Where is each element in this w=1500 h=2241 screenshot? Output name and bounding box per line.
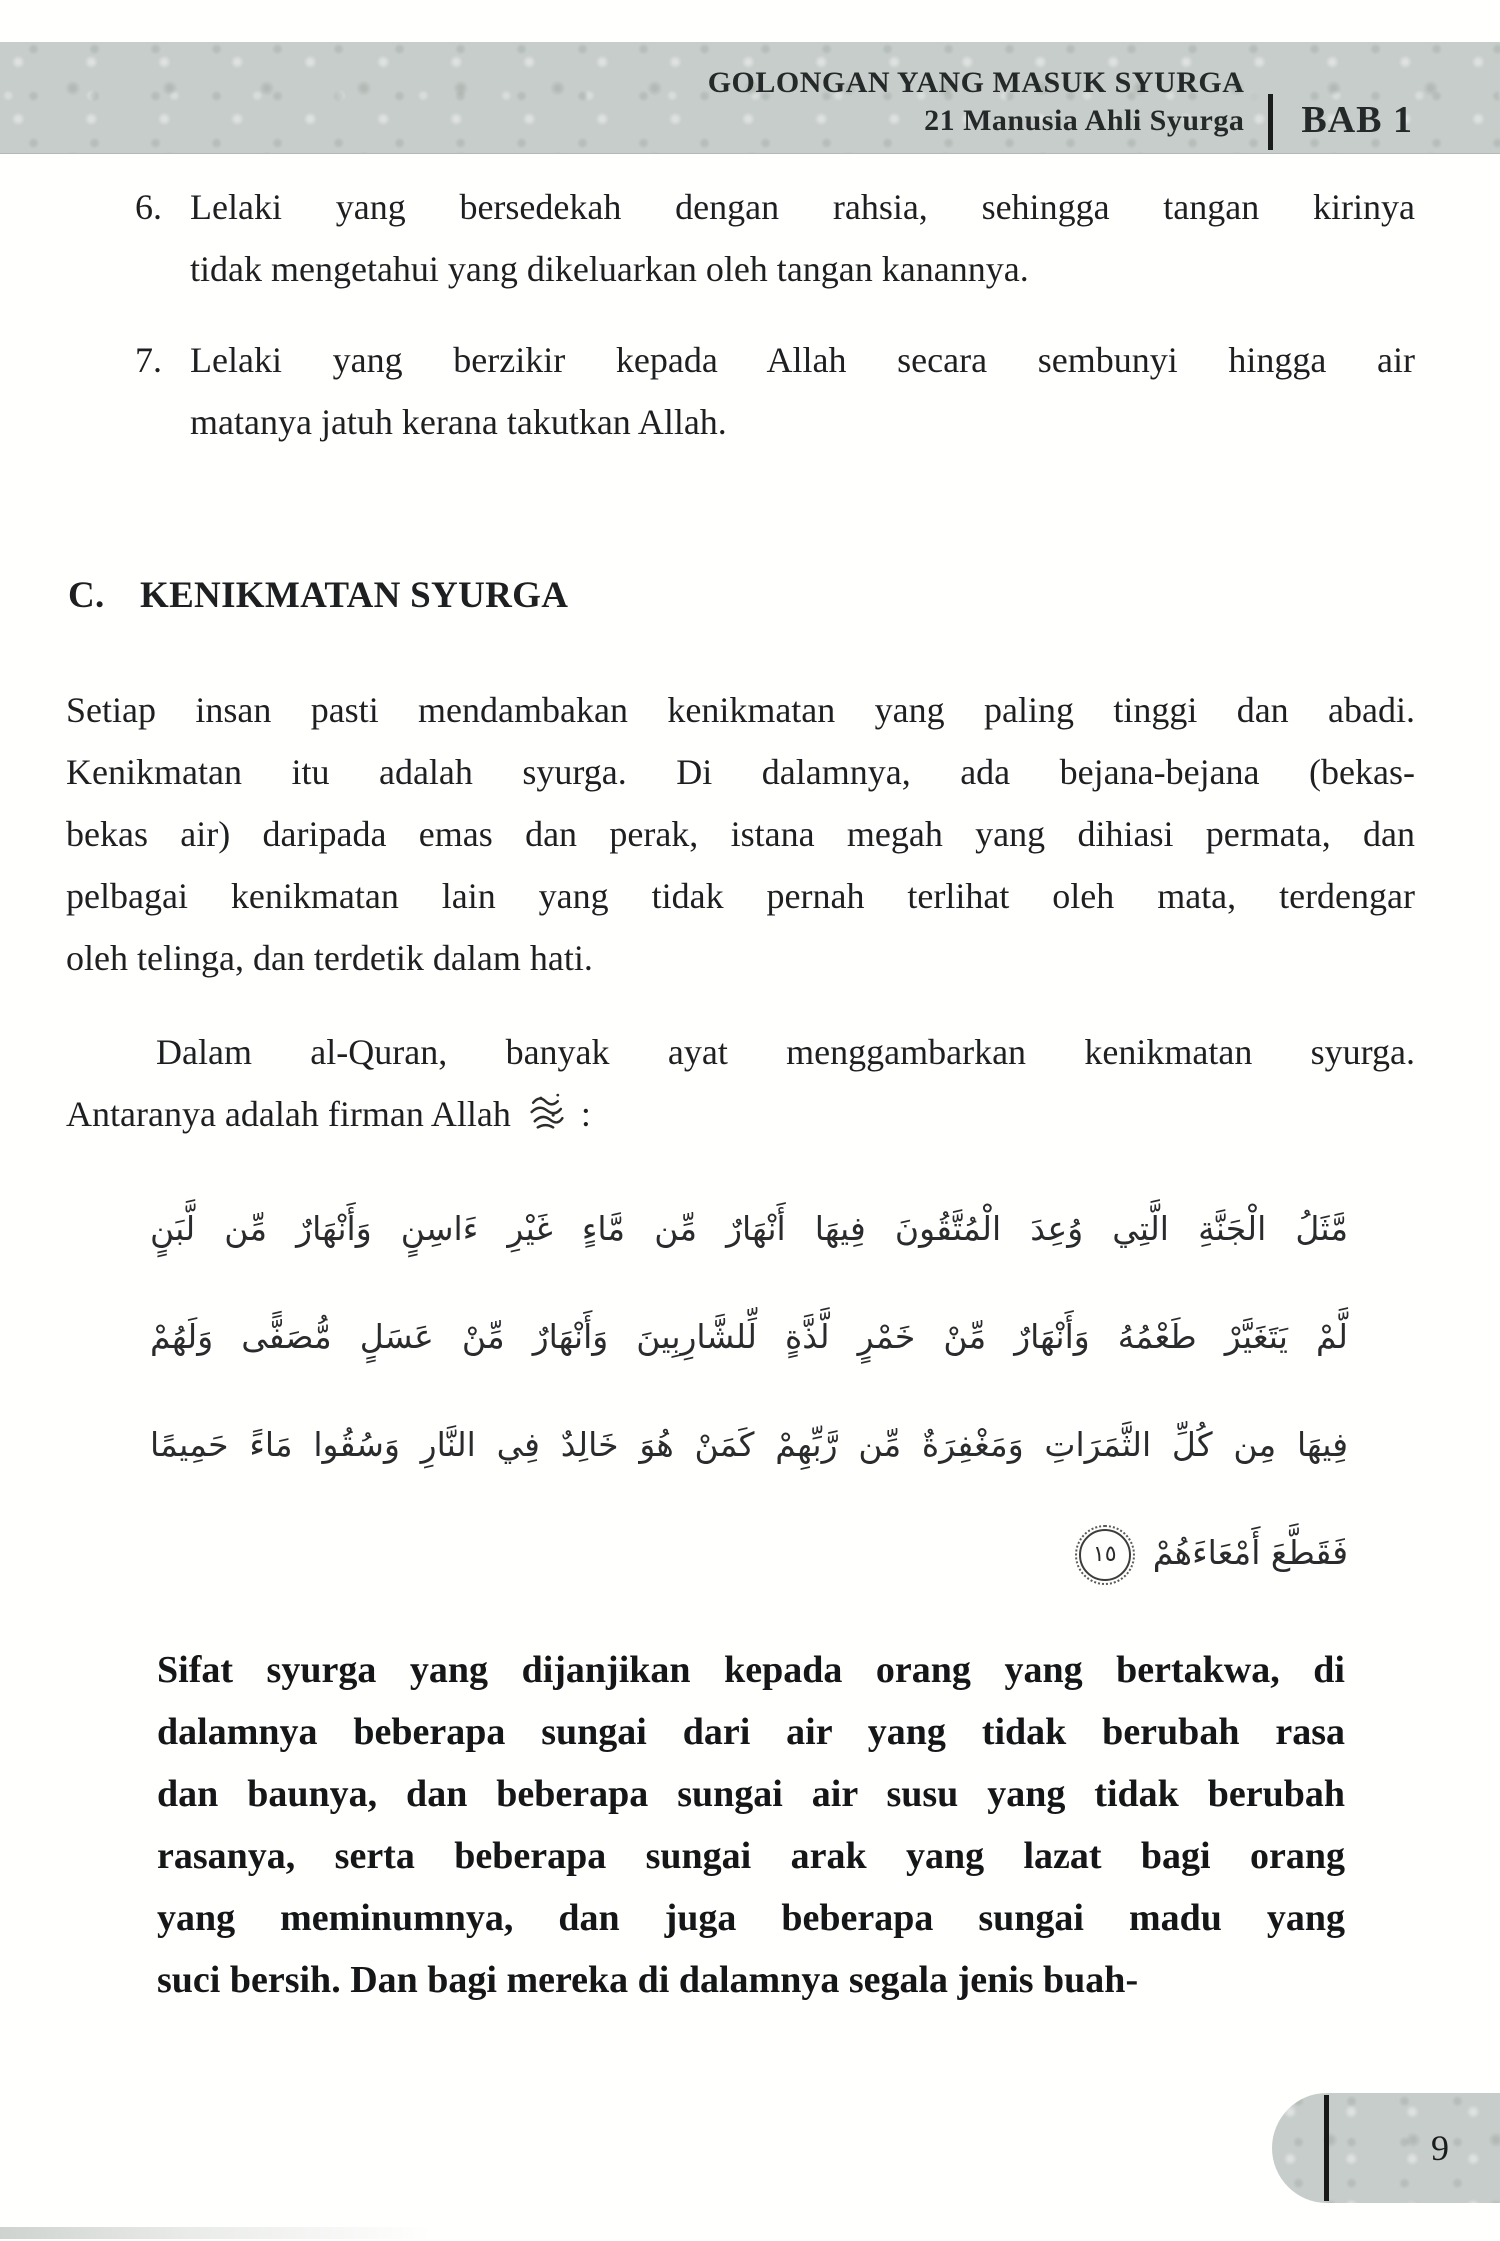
item-number: 7. xyxy=(135,340,162,380)
translation-line: dalamnya beberapa sungai dari air yang tidak berubah rasa xyxy=(157,1711,1345,1753)
paragraph xyxy=(66,1021,1415,1153)
translation-line: rasanya, serta beberapa sungai arak yang lazat bagi orang xyxy=(157,1835,1345,1877)
bottom-scan-smudge xyxy=(0,2227,540,2239)
item-text-line: tidak mengetahui yang dikeluarkan oleh tangan kanannya. xyxy=(190,249,1029,289)
running-head xyxy=(708,64,1245,140)
ayah-number: ١٥ xyxy=(1092,1541,1117,1567)
quran-verse-text: فَقَطَّعَ أَمْعَاءَهُمْ xyxy=(1152,1533,1348,1572)
translation-line: yang meminumnya, dan juga beberapa sungai madu yang xyxy=(157,1897,1345,1939)
paragraph-line: Kenikmatan itu adalah syurga. Di dalamnya, ada bejana-bejana (bekas- xyxy=(66,752,1415,792)
page-number-divider xyxy=(1324,2095,1329,2201)
translation-line: dan baunya, dan beberapa sungai air susu yang tidak berubah xyxy=(157,1773,1345,1815)
translation-line: Sifat syurga yang dijanjikan kepada orang yang bertakwa, di xyxy=(157,1649,1345,1691)
item-text-line: matanya jatuh kerana takutkan Allah. xyxy=(190,402,727,442)
running-head-line1: GOLONGAN YANG MASUK SYURGA xyxy=(707,66,1245,99)
quran-verse-line xyxy=(150,1499,1348,1607)
paragraph-punctuation: : xyxy=(580,1094,591,1134)
translation-line: suci bersih. Dan bagi mereka di dalamnya segala jenis buah- xyxy=(157,1959,1139,2001)
paragraph-line: Setiap insan pasti mendambakan kenikmatan yang paling tinggi dan abadi. xyxy=(66,690,1415,730)
quran-verse-line: لَّمْ يَتَغَيَّرْ طَعْمُهُ وَأَنْهَارٌ مِّنْ خَمْرٍ لَّذَّةٍ لِّلشَّارِبِينَ وَأَنْهَارٌ مِّنْ عَسَلٍ مُّصَفًّى وَلَهُمْ xyxy=(150,1317,1348,1356)
paragraph xyxy=(66,679,1415,989)
section-title: KENIKMATAN SYURGA xyxy=(140,575,569,616)
item-text-line: Lelaki yang berzikir kepada Allah secara sembunyi hingga air xyxy=(190,340,1415,380)
item-number: 6. xyxy=(135,187,162,227)
running-head-line2: 21 Manusia Ahli Syurga xyxy=(924,104,1245,137)
page-number-tab xyxy=(1272,2093,1500,2203)
item-text xyxy=(190,176,1415,300)
paragraph-line: oleh telinga, dan terdetik dalam hati. xyxy=(66,938,593,978)
paragraph-line: bekas air) daripada emas dan perak, istana megah yang dihiasi permata, dan xyxy=(66,814,1415,854)
item-text xyxy=(190,329,1415,453)
paragraph-line: Dalam al-Quran, banyak ayat menggambarkan kenikmatan syurga. xyxy=(156,1032,1415,1072)
chapter-label: BAB 1 xyxy=(1301,99,1413,141)
page-number: 9 xyxy=(1431,2128,1449,2168)
quran-verse xyxy=(150,1175,1348,1607)
verse-translation xyxy=(157,1639,1345,2011)
item-text-line: Lelaki yang bersedekah dengan rahsia, sehingga tangan kirinya xyxy=(190,187,1415,227)
section-heading xyxy=(68,574,568,617)
list-item xyxy=(135,329,1415,453)
section-label: C. xyxy=(68,575,105,616)
paragraph-line: pelbagai kenikmatan lain yang tidak pernah terlihat oleh mata, terdengar xyxy=(66,876,1415,916)
header-divider xyxy=(1268,94,1273,150)
quran-verse-line: مَّثَلُ الْجَنَّةِ الَّتِي وُعِدَ الْمُتَّقُونَ فِيهَا أَنْهَارٌ مِّن مَّاءٍ غَيْرِ ءَاسِنٍ وَأَنْهَارٌ مِّن لَّبَنٍ xyxy=(150,1209,1348,1248)
ayah-number-ornament xyxy=(1079,1529,1131,1581)
list-item xyxy=(135,176,1415,300)
paragraph-line xyxy=(66,1083,1415,1153)
paragraph-text: Antaranya adalah firman Allah xyxy=(66,1094,511,1134)
allah-honorific-icon xyxy=(527,1090,567,1153)
quran-verse-line: فِيهَا مِن كُلِّ الثَّمَرَاتِ وَمَغْفِرَةٌ مِّن رَّبِّهِمْ كَمَنْ هُوَ خَالِدٌ فِي النَّارِ وَسُقُوا مَاءً حَمِيمًا xyxy=(150,1425,1348,1464)
page-header xyxy=(0,42,1500,154)
